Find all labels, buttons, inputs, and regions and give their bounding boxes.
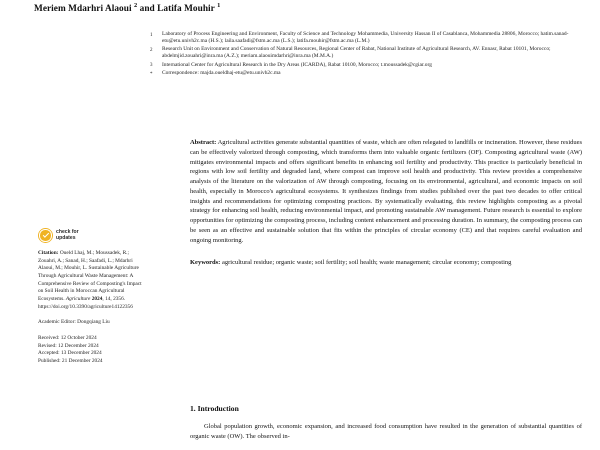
citation-journal: Agriculture xyxy=(65,295,91,302)
abstract-text: Agricultural activities generate substantial quantities of waste, which are often relegated to landfills or incineration. However, these residues can be effectively valorized through composting, which transforms them into valuable organic fertilizers (OF). Composting agricultural waste (AW) mitigates environmental impacts and offers significant benefits in enhancing soil fertility and productivity. This practice is particularly beneficial in regions with low soil fertility and degraded land, where compost can improve soil health and productivity. This review provides a comprehensive analysis of the literature on the valorization of AW through composting, focusing on its environmental, agricultural, and economic impacts on soil health, especially in Morocco's agricultural ecosystems. It synthesizes findings from studies published over the past two decades to offer critical insights and recommendations for optimizing composting practices. By systematically evaluating, this review highlights composting as a pivotal strategy for enhancing soil health, reducing environmental impact, and promoting sustainable AW management. Future research is essential to explore opportunities for optimizing the composting process, including content enhancement and processing duration. In summary, the composting process can be seen as an effective and sustainable solution that fits within the principles of circular economy (CE) and that requires careful evaluation and ongoing monitoring. xyxy=(190,139,582,244)
author-names: Meriem Mdarhri Alaoui xyxy=(34,4,134,15)
affiliation-marker: 2 xyxy=(150,47,153,53)
affiliation-text: International Center for Agricultural Research in the Dry Areas (ICARDA), Rabat 10100, Morocco; t.moussadek@cgiar.org xyxy=(162,61,432,68)
check-for-updates-badge[interactable] xyxy=(38,228,144,243)
author-line xyxy=(34,2,434,14)
main-column xyxy=(190,138,582,268)
academic-editor: Academic Editor: Dongqiang Liu xyxy=(38,319,110,326)
affiliation-item xyxy=(150,62,590,70)
citation-block xyxy=(38,250,144,311)
affiliation-marker: 3 xyxy=(150,63,153,69)
affiliation-text: Laboratory of Process Engineering and Environment, Faculty of Science and Technology Mohammedia, University Hassan II of Casablanca, Mohammedia 28806, Morocco; hatim.sanad-etu@etu.univh2c.ma (H.S.); laila.saafadi@fstm.ac.ma (L.S.); latifa.mouhir@fstm.ac.ma (L.M.) xyxy=(162,31,569,45)
date-accepted: Accepted: 13 December 2024 xyxy=(38,350,102,357)
introduction-heading: 1. Introduction xyxy=(190,404,239,413)
affiliation-item xyxy=(150,46,590,60)
citation-year: 2024 xyxy=(90,295,103,302)
sidebar xyxy=(38,228,144,366)
affiliations-list xyxy=(150,31,590,79)
abstract-section xyxy=(190,138,582,245)
citation-label: Citation: xyxy=(38,250,59,256)
abstract-label: Abstract: xyxy=(190,139,217,146)
cfu-line-1: check for xyxy=(56,228,79,235)
correspondence-marker: * xyxy=(150,71,153,77)
author-affiliation-marker: 2 xyxy=(134,2,138,9)
keywords-label: Keywords: xyxy=(190,259,221,267)
date-received: Received: 12 October 2024 xyxy=(38,334,97,341)
check-for-updates-label xyxy=(56,230,79,242)
affiliation-marker: 1 xyxy=(150,32,153,38)
correspondence-item xyxy=(150,70,590,78)
date-revised: Revised: 12 December 2024 xyxy=(38,342,99,349)
citation-doi-link[interactable]: https://doi.org/10.3390/agriculture14122356 xyxy=(38,303,133,310)
citation-text: Oueld Lhaj, M.; Moussadek, R.; Zouahri, A.; Sanad, H.; Saafadi, L.; Mdarhri Alaoui, M.; Mouhir, L. Sustainable Agriculture Through Agricultural Waste Management: A Comprehensive Review of Composting's Impact on Soil Health in Moroccan Agricultural Ecosystems. xyxy=(38,250,142,302)
affiliation-item xyxy=(150,31,590,45)
keywords-text: agricultural residue; organic waste; soil fertility; soil health; waste management; circular economy; composting xyxy=(220,259,512,267)
cfu-line-2: updates xyxy=(56,234,76,241)
author-conjunction: and Latifa Mouhir xyxy=(137,4,218,15)
publication-dates xyxy=(38,335,144,366)
keywords-section xyxy=(190,258,582,268)
correspondence-text: Correspondence: majda.oueldhaj-etu@etu.univh2c.ma xyxy=(162,70,281,77)
date-published: Published: 21 December 2024 xyxy=(38,357,103,364)
introduction-paragraph: Global population growth, economic expansion, and increased food consumption have resulted in the generation of substantial quantities of organic waste (OW). The observed in- xyxy=(190,423,582,440)
author-affiliation-marker: 1 xyxy=(217,2,221,9)
affiliation-text: Research Unit on Environment and Conservation of Natural Resources, Regional Center of Rabat, National Institute of Agricultural Research, AV. Ennasr, Rabat 10101, Morocco; abdelmjid.zouahri@inra.ma (A.Z.); meriam.alaouimdarhri@inra.ma (M.M.A.) xyxy=(162,46,551,60)
citation-volume-pages: , 14, 2356. xyxy=(102,295,126,302)
checkmark-circle-icon xyxy=(38,228,53,243)
